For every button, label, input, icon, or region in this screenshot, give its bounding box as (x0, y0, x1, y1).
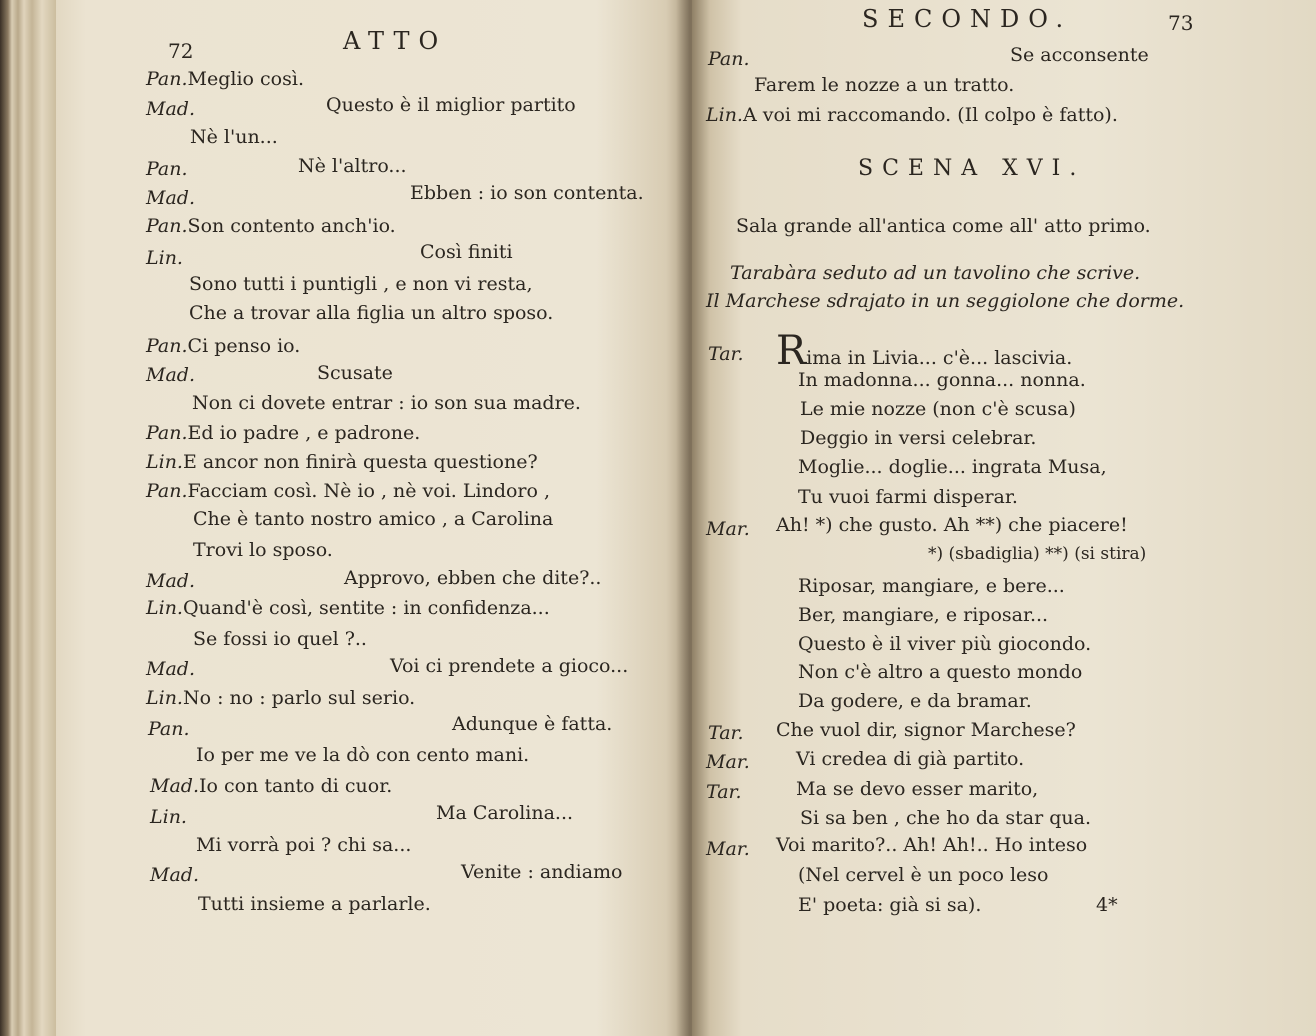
speaker: Mad. (150, 775, 199, 797)
speaker: Mad. (150, 864, 199, 886)
speaker: Pan. (146, 68, 188, 90)
speaker: Mar. (706, 838, 750, 860)
right-page (692, 0, 1316, 1036)
speech: Scusate (317, 362, 393, 384)
stage-direction: Tarabàra seduto ad un tavolino che scrive. (730, 262, 1141, 284)
speech: Io con tanto di cuor. (198, 775, 393, 797)
speaker: Mad. (146, 187, 195, 209)
verse-line: Moglie... doglie... ingrata Musa, (798, 456, 1107, 478)
speaker: Tar. (708, 722, 744, 744)
speaker: Pan. (146, 215, 188, 237)
speech: Se fossi io quel ?.. (193, 628, 367, 650)
speech: Farem le nozze a un tratto. (754, 74, 1015, 96)
speaker: Lin. (146, 247, 183, 269)
verse-line: Che vuol dir, signor Marchese? (776, 719, 1076, 741)
speech: Mi vorrà poi ? chi sa... (196, 834, 412, 856)
speaker: Pan. (146, 422, 188, 444)
page-number: 72 (168, 39, 194, 63)
speech: Ma Carolina... (436, 802, 574, 824)
verse-text: ima in Livia... c'è... lascivia. (806, 347, 1073, 369)
verse-line: Deggio in versi celebrar. (800, 427, 1037, 449)
speech: Ed io padre , e padrone. (187, 422, 421, 444)
speech: Sono tutti i puntigli , e non vi resta, (189, 273, 533, 295)
speech: Non ci dovete entrar : io son sua madre. (192, 392, 581, 414)
speaker: Mar. (706, 751, 750, 773)
speaker: Pan. (146, 158, 188, 180)
verse-line: Questo è il viver più giocondo. (798, 633, 1092, 655)
verse-line: Si sa ben , che ho da star qua. (800, 807, 1092, 829)
drop-cap: R (776, 328, 807, 374)
speech: Che a trovar alla figlia un altro sposo. (189, 302, 554, 324)
dialogue-line (706, 104, 1118, 126)
left-page (56, 0, 692, 1036)
speech: Ci penso io. (187, 335, 301, 357)
speaker: Lin. (146, 451, 183, 473)
speaker: Mad. (146, 98, 195, 120)
speaker: Pan. (708, 48, 750, 70)
speech: Venite : andiamo (461, 861, 623, 883)
scene-title: SCENA XVI. (858, 156, 1086, 181)
page-stack-edge (0, 0, 56, 1036)
speech: Ebben : io son contenta. (410, 182, 644, 204)
dialogue-line (146, 68, 304, 90)
signature-mark: 4* (1096, 894, 1118, 916)
verse-line: (Nel cervel è un poco leso (798, 864, 1049, 886)
speech: Così finiti (420, 241, 513, 263)
speaker: Lin. (146, 687, 183, 709)
speaker: Pan. (148, 718, 190, 740)
verse-line: Riposar, mangiare, e bere... (798, 575, 1065, 597)
verse-line: Non c'è altro a questo mondo (798, 661, 1083, 683)
dialogue-line (146, 451, 538, 473)
stage-note: *) (sbadiglia) **) (si stira) (928, 544, 1147, 564)
speaker: Mad. (146, 364, 195, 386)
speaker: Tar. (706, 781, 742, 803)
running-head: SECONDO. (862, 5, 1073, 33)
speaker: Lin. (150, 806, 187, 828)
verse-line: Da godere, e da bramar. (798, 690, 1032, 712)
speaker: Mad. (146, 570, 195, 592)
speech: Meglio così. (187, 68, 304, 90)
speech: Nè l'altro... (298, 155, 407, 177)
speech: Facciam così. Nè io , nè voi. Lindoro , (187, 480, 551, 502)
page-number: 73 (1168, 11, 1194, 35)
speech: Se acconsente (1010, 44, 1149, 66)
dialogue-line (146, 480, 550, 502)
speech: Questo è il miglior partito (326, 94, 576, 116)
speech: Nè l'un... (190, 126, 278, 148)
speaker: Mad. (146, 658, 195, 680)
speech: Trovi lo sposo. (193, 539, 333, 561)
verse-line: In madonna... gonna... nonna. (798, 369, 1086, 391)
dialogue-line (146, 597, 550, 619)
verse-line: Ber, mangiare, e riposar... (798, 604, 1049, 626)
speaker: Lin. (146, 597, 183, 619)
speech: Tutti insieme a parlarle. (198, 893, 431, 915)
speech: Adunque è fatta. (452, 713, 613, 735)
stage-setting: Sala grande all'antica come all' atto primo. (736, 215, 1151, 237)
dialogue-line (146, 422, 420, 444)
verse-line: E' poeta: già si sa). (798, 894, 982, 916)
speaker: Tar. (708, 343, 744, 365)
verse-line: Tu vuoi farmi disperar. (798, 486, 1018, 508)
verse-line: Ah! *) che gusto. Ah **) che piacere! (776, 514, 1128, 536)
speech: Voi ci prendete a gioco... (390, 655, 629, 677)
verse-line: Voi marito?.. Ah! Ah!.. Ho inteso (776, 834, 1088, 856)
speech: No : no : parlo sul serio. (182, 687, 416, 709)
verse-line: Ma se devo esser marito, (796, 778, 1039, 800)
running-head: ATTO (343, 27, 448, 55)
speech: Quand'è così, sentite : in confidenza... (182, 597, 550, 619)
speaker: Lin. (706, 104, 743, 126)
speaker: Mar. (706, 518, 750, 540)
dialogue-line (146, 335, 300, 357)
speech: Approvo, ebben che dite?.. (344, 567, 602, 589)
dialogue-line (150, 775, 392, 797)
speech: A voi mi raccomando. (Il colpo è fatto). (742, 104, 1118, 126)
speaker: Pan. (146, 335, 188, 357)
stage-direction: Il Marchese sdrajato in un seggiolone che dorme. (706, 290, 1185, 312)
speech: E ancor non finirà questa questione? (182, 451, 538, 473)
verse-line: Le mie nozze (non c'è scusa) (800, 398, 1076, 420)
dialogue-line (146, 687, 415, 709)
speech: Che è tanto nostro amico , a Carolina (193, 508, 554, 530)
speech: Io per me ve la dò con cento mani. (196, 744, 530, 766)
verse-line: Vi credea di già partito. (796, 748, 1025, 770)
verse-line (776, 328, 1073, 374)
speech: Son contento anch'io. (187, 215, 396, 237)
speaker: Pan. (146, 480, 188, 502)
dialogue-line (146, 215, 396, 237)
